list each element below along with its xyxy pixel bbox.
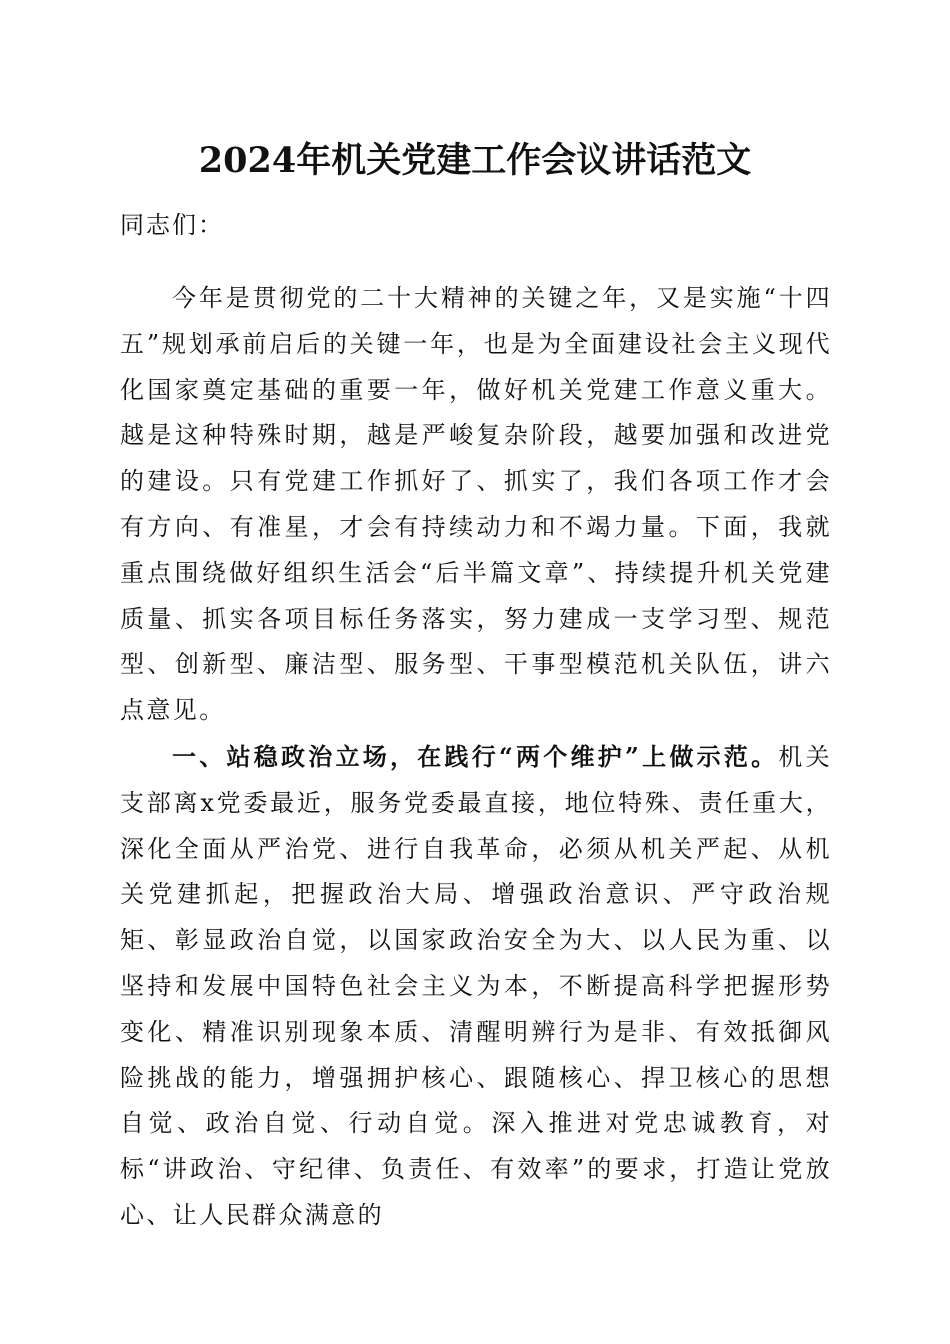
salutation: 同志们： <box>120 211 224 239</box>
document-body <box>120 276 832 1239</box>
document-title: 2024年机关党建工作会议讲话范文 <box>198 140 752 181</box>
section-heading: 一、站稳政治立场，在践行“两个维护”上做示范。 <box>172 741 779 771</box>
paragraph-text: 机关支部离x党委最近，服务党委最直接，地位特殊、责任重大，深化全面从严治党、进行自我革命，必须从机关严起、从机关党建抓起，把握政治大局、增强政治意识、严守政治规矩、彰显政治自觉，以国家政治安全为大、以人民为重、以坚持和发展中国特色社会主义为本，不断提高科学把握形势变化、精准识别现象本质、清醒明辨行为是非、有效抵御风险挑战的能力，增强拥护核心、跟随核心、捍卫核心的思想自觉、政治自觉、行动自觉。深入推进对党忠诚教育，对标“讲政治、守纪律、负责任、有效率”的要求，打造让党放心、让人民群众满意的 <box>120 742 832 1229</box>
paragraph-text: 今年是贯彻党的二十大精神的关键之年，又是实施“十四五”规划承前启后的关键一年，也是为全面建设社会主义现代化国家奠定基础的重要一年，做好机关党建工作意义重大。越是这种特殊时期，越是严峻复杂阶段，越要加强和改进党的建设。只有党建工作抓好了、抓实了，我们各项工作才会有方向、有准星，才会有持续动力和不竭力量。下面，我就重点围绕做好组织生活会“后半篇文章”、持续提升机关党建质量、抓实各项目标任务落实，努力建成一支学习型、规范型、创新型、廉洁型、服务型、干事型模范机关队伍，讲六点意见。 <box>120 284 832 725</box>
paragraph-section-1 <box>120 734 832 1239</box>
paragraph-intro <box>120 276 832 734</box>
